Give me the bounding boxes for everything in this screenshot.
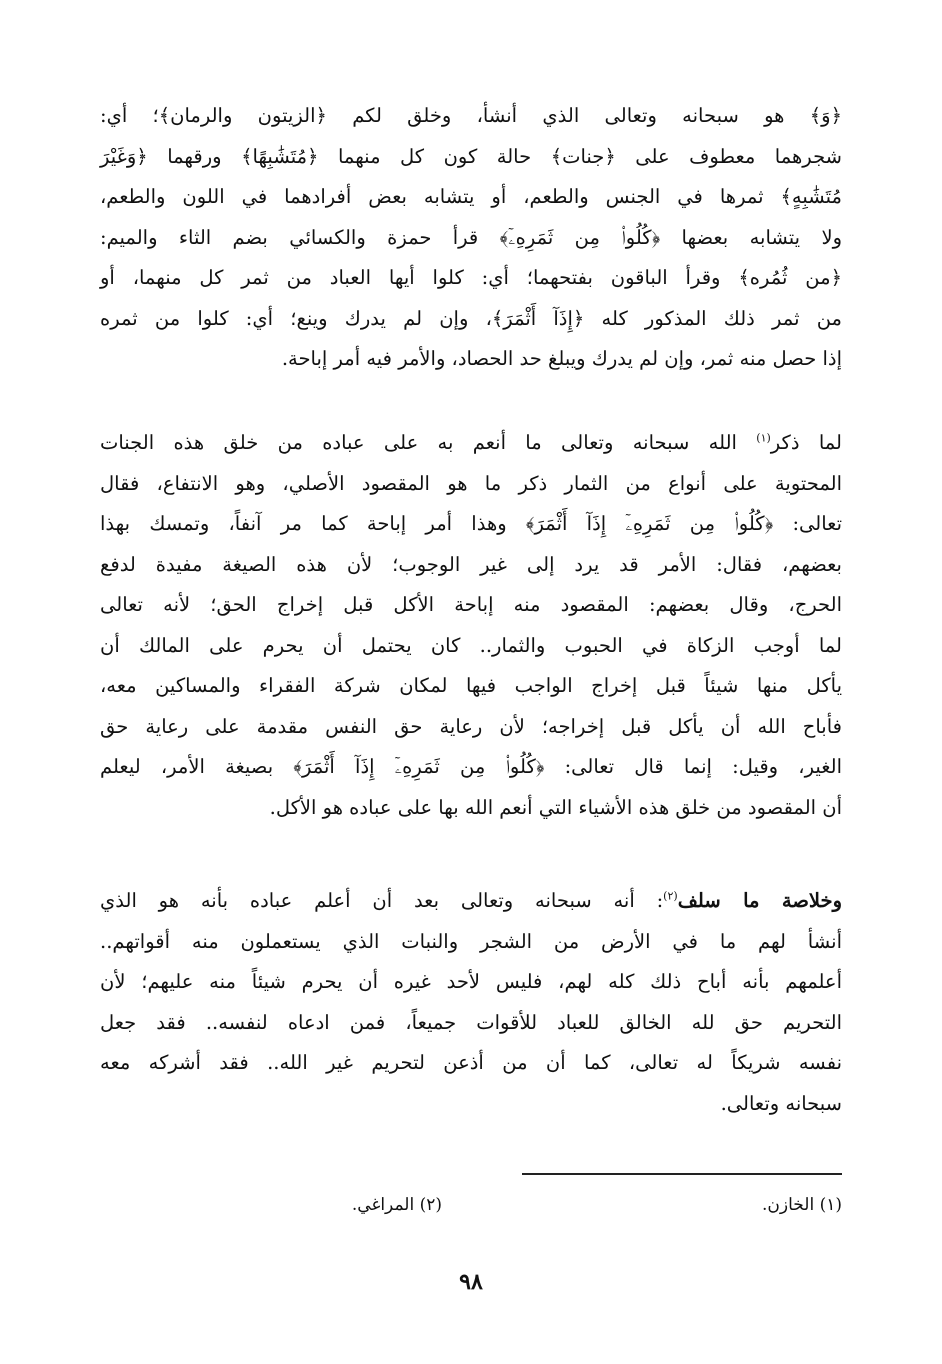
paragraph-2 [100, 423, 842, 828]
text-line: تعالى: ﴿كُلُوا۟ مِن ثَمَرِهِۦٓ إِذَآ أَثْمَرَ﴾ وهذا أمر إباحة كما مر آنفاً، وتمسك بهذا [100, 512, 842, 535]
paragraph-1 [100, 96, 842, 380]
text-line: بعضهم، فقال: الأمر قد يرد إلى غير الوجوب؛ لأن هذه الصيغة مفيدة لدفع [100, 552, 842, 576]
line-rest: : أنه سبحانه وتعالى بعد أن أعلم عباده بأنه هو الذي [100, 889, 664, 912]
text-line: الغير، وقيل: إنما قال تعالى: ﴿كُلُوا۟ مِن ثَمَرِهِۦٓ إِذَآ أَثْمَرَ﴾ بصيغة الأمر، ليعلم [100, 755, 842, 778]
text-line: أنشأ لهم ما في الأرض من الشجر والنبات الذي يستعملون منه أقواتهم.. [100, 929, 842, 953]
footnotes [100, 1188, 842, 1222]
text-line: ﴿من ثُمُره﴾ وقرأ الباقون بفتحهما؛ أي: كلوا أيها العباد من ثمر كل منهما، أو [100, 266, 842, 289]
paragraph-3 [100, 881, 842, 1124]
line-rest: الله سبحانه وتعالى ما أنعم به على عباده من خلق هذه الجنات [100, 431, 757, 454]
text-line: من ثمر ذلك المذكور كله ﴿إِذَآ أَثْمَرَ﴾، وإن لم يدرك وينع؛ أي: كلوا من ثمره [100, 306, 842, 330]
footnote-2: (٢) المراغي. [351, 1195, 442, 1215]
text-line: فأباح الله أن يأكل قبل إخراجه؛ لأن رعاية حق النفس مقدمة على رعاية حق [100, 714, 842, 738]
text-line-first [100, 881, 842, 922]
text-line: شجرهما معطوف على ﴿جنات﴾ حالة كون كل منهما ﴿مُتَشَٰبِهًا﴾ ورقهما ﴿وَغَيْرَ [100, 144, 842, 168]
footnote-ref-1: (١) [756, 431, 771, 445]
text-line: إذا حصل منه ثمر، وإن لم يدرك ويبلغ حد الحصاد، والأمر فيه أمر إباحة. [281, 347, 842, 370]
text-line: الحرج، وقال بعضهم: المقصود منه إباحة الأكل قبل إخراج الحق؛ لأنه تعالى [100, 593, 842, 616]
footnote-1: (١) الخازن. [762, 1195, 842, 1215]
text-line: ولا يتشابه بعضها ﴿كُلُوا۟ مِن ثَمَرِهِۦٓ﴾ قرأ حمزة والكسائي بضم الثاء والميم: [100, 225, 842, 249]
text-line: أعلمهم بأنه أباح ذلك كله لهم، فليس لأحد غيره أن يحرم شيئاً منه عليهم؛ لأن [100, 970, 842, 993]
text-line: أن المقصود من خلق هذه الأشياء التي أنعم الله بها على عباده هو الأكل. [269, 795, 842, 819]
text-line: نفسه شريكاً له تعالى، كما أن من أذعن لتحريم غير الله.. فقد أشركه معه [100, 1051, 842, 1074]
line-start: لما ذكر [770, 431, 842, 454]
text-line-first [100, 423, 842, 464]
text-line: لما أوجب الزكاة في الحبوب والثمار.. كان يحتمل أن يحرم على المالك أن [100, 633, 842, 657]
text-line: مُتَشَٰبِهٍ﴾ ثمرها في الجنس والطعم، أو يتشابه بعض أفرادهما في اللون والطعم، [100, 185, 842, 208]
text-line: يأكل منها شيئاً قبل إخراج الواجب فيها لمكان شركة الفقراء والمساكين معه، [100, 674, 842, 697]
text-line: ﴿وَ﴾ هو سبحانه وتعالى الذي أنشأ، وخلق لكم ﴿الزيتون والرمان﴾؛ أي: [100, 104, 842, 127]
summary-heading: وخلاصة ما سلف [677, 889, 842, 912]
page-number: ٩٨ [459, 1269, 483, 1295]
text-line: التحريم حق لله الخالق للعباد للأقوات جميعاً، فمن ادعاه لنفسه.. فقد جعل [100, 1010, 842, 1034]
footnote-ref-2: (٢) [663, 889, 678, 903]
text-line: سبحانه وتعالى. [720, 1091, 842, 1115]
footnote-divider [522, 1173, 842, 1175]
text-line: المحتوية على أنواع من الثمار ذكر ما هو المقصود الأصلي، وهو الانتفاع، فقال [100, 471, 842, 495]
